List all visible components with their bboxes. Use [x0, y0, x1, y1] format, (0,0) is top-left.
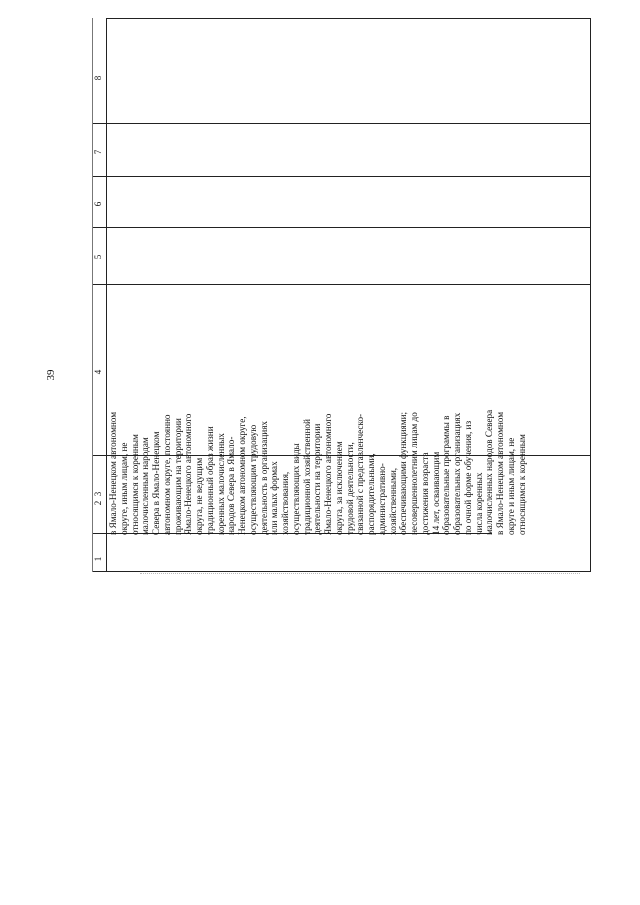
- column-2-line: достижения возраста: [419, 452, 430, 535]
- column-2-line: или малых формах: [269, 461, 280, 535]
- column-2-line: округа, не ведущим: [194, 457, 204, 535]
- column-2-line: образовательных организациях: [452, 412, 462, 535]
- table-border-right: [590, 18, 591, 572]
- column-number-2: 2: [93, 500, 103, 506]
- column-2-line: обеспечивающими функциями;: [398, 411, 409, 535]
- column-number-5: 5: [93, 254, 103, 260]
- column-2-line: трудовой деятельности,: [344, 442, 355, 535]
- column-2-line: округе, иным лицам, не: [118, 442, 129, 535]
- column-2-line: связанной с представленческо-: [355, 413, 366, 535]
- column-number-8: 8: [93, 75, 103, 81]
- column-2-line: малочисленным народам: [140, 437, 151, 535]
- column-2-line: Ямало-Ненецкого автономного: [183, 413, 194, 535]
- column-2-line: несовершеннолетним лицам до: [409, 412, 419, 535]
- column-number-7: 7: [93, 149, 103, 155]
- column-2-line: хозяйствования,: [280, 471, 290, 535]
- column-2-line: распорядительными,: [366, 453, 376, 535]
- column-2-line: малочисленных народов Севера: [484, 409, 495, 535]
- column-rule-6: [92, 176, 590, 177]
- scan-artifact: [140, 573, 580, 574]
- column-2-line: коренных малочисленных: [215, 433, 226, 535]
- column-2-line: Ямало-Ненецкого автономного: [323, 413, 333, 535]
- column-rule-4: [92, 284, 590, 285]
- column-2-line: Севера в Ямало-Ненецком: [151, 431, 161, 535]
- table-border-top: [106, 18, 591, 19]
- column-2-line: округе и иным лицам, не: [505, 437, 516, 535]
- column-2-line: деятельности на территории: [312, 423, 323, 535]
- column-2-line: образовательные программы в: [441, 415, 452, 535]
- column-2-line: округа, за исключением: [333, 441, 344, 535]
- column-2-line: проживающим на территории: [172, 418, 183, 535]
- page-number: 39: [45, 369, 57, 381]
- column-number-4: 4: [93, 369, 103, 375]
- column-2-line: автономном округе, постоянно: [161, 414, 172, 535]
- column-2-line: традиционный образ жизни: [204, 426, 215, 535]
- column-2-line: относящимся к коренным: [129, 434, 140, 535]
- column-number-1: 1: [93, 556, 103, 562]
- header-separator: [106, 18, 107, 572]
- column-number-6: 6: [93, 201, 103, 207]
- column-2-line: административно-: [376, 463, 387, 535]
- column-2-text: [108, 305, 527, 535]
- column-number-3: 3: [93, 491, 103, 497]
- column-2-line: по очной форме обучения, из: [462, 420, 473, 535]
- column-2-line: в Ямало-Ненецком автономном: [495, 411, 505, 535]
- column-2-line: относящимся к коренным: [516, 434, 527, 535]
- column-2-line: Ненецком автономном округе,: [237, 416, 247, 535]
- column-2-line: 14 лет, осваивающим: [430, 451, 441, 535]
- column-2-line: числа коренных: [473, 472, 484, 535]
- column-2-line: деятельность в организациях: [258, 420, 269, 535]
- column-2-line: в Ямало-Ненецком автономном: [108, 411, 118, 535]
- column-rule-1: [92, 571, 591, 572]
- column-2-line: хозяйственными,: [387, 467, 398, 535]
- column-rule-7: [92, 123, 590, 124]
- column-rule-5: [92, 227, 590, 228]
- column-2-line: осуществляющих виды: [290, 443, 301, 535]
- column-2-line: народов Севера в Ямало-: [226, 436, 237, 535]
- column-2-line: традиционной хозяйственной: [301, 419, 312, 535]
- column-2-line: осуществляющим трудовую: [247, 424, 258, 535]
